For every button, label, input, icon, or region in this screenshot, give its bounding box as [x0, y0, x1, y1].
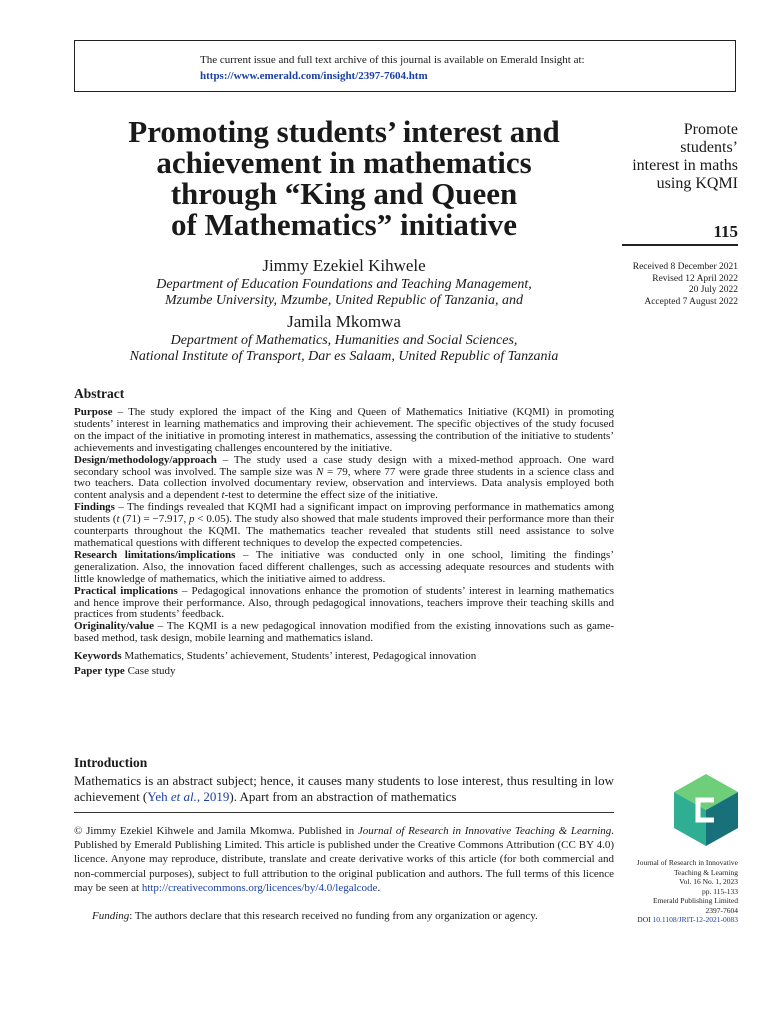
doi-label: DOI: [637, 915, 653, 924]
section-label: Keywords: [74, 650, 122, 663]
section-text: – The KQMI is a new pedagogical innovation modified from the existing innovations such as game-based method, task design, mobile learning and mathematics island.: [74, 620, 614, 645]
doi-link[interactable]: 10.1108/JRIT-12-2021-0083: [652, 915, 738, 924]
section-text: – The findings revealed that KQMI had a significant impact on improving performance in mathematics among students (: [74, 501, 614, 526]
introduction-section: [74, 755, 614, 805]
section-text: = 79, where 77 were grade three students in a science class and two teachers. Data collection involved documentary review, observation and interviews. Data analysis employed both content analysis and a dependent: [74, 465, 615, 502]
citation-link[interactable]: [147, 789, 229, 804]
abstract-design: [74, 455, 614, 503]
affiliation-line: Department of Education Foundations and Teaching Management,: [156, 277, 532, 292]
journal-info-line: Journal of Research in Innovative: [636, 858, 738, 867]
article-title: [74, 116, 614, 240]
section-text: Case study: [124, 665, 176, 678]
citation-etal: et al.: [170, 789, 197, 804]
running-title: [614, 121, 738, 193]
journal-info: [600, 858, 738, 925]
journal-info-line: pp. 115-133: [702, 886, 738, 896]
funding-statement: [74, 909, 614, 923]
citation-author: Yeh: [147, 789, 171, 804]
journal-info-line: Teaching & Learning: [673, 867, 738, 877]
title-line: achievement in mathematics: [156, 145, 532, 180]
sidebar-divider: [622, 244, 738, 246]
running-title-line: Promote: [683, 121, 738, 138]
title-line: Promoting students’ interest and: [128, 114, 560, 149]
section-label: Design/methodology/approach: [74, 453, 217, 466]
title-line: through “King and Queen: [170, 176, 518, 211]
section-text: (71) = −7.917,: [119, 513, 190, 526]
licence-link[interactable]: http://creativecommons.org/licences/by/4.0/legalcode: [141, 881, 378, 894]
copyright-notice: [74, 824, 614, 895]
page-number: 115: [713, 222, 738, 241]
introduction-text: [74, 773, 614, 805]
author-name: Jamila Mkomwa: [287, 312, 401, 331]
section-text: – The initiative was conducted only in one school, limiting the findings’ generalization. Also, the innovation faced different challenges, such as accessing adequate resources and students with little knowledge of mathematics, which the initiative aimed to address.: [74, 548, 614, 585]
copyright-text: © Jimmy Ezekiel Kihwele and Jamila Mkomwa. Published in: [74, 825, 358, 837]
running-title-line: using KQMI: [656, 175, 738, 192]
date-line: 20 July 2022: [688, 285, 738, 295]
paper-type: [74, 664, 614, 679]
author-affiliation: [74, 277, 614, 309]
title-line: of Mathematics” initiative: [170, 207, 518, 242]
body-text: Mathematics is an abstract subject; hence, it causes many students to lose interest, thus resulting in low achievement (: [74, 773, 614, 804]
running-title-line: students’: [680, 139, 738, 156]
section-label: Originality/value: [74, 620, 155, 633]
date-line: Revised 12 April 2022: [652, 273, 738, 284]
author-block-2: [74, 312, 614, 365]
section-text: < 0.05). The study also showed that male students improved their performance more than their counterparts throughout the KQMI. The mathematics teacher revealed that students still need assistance to solve mathematical questions with different techniques to develop the expected competencies.: [74, 513, 614, 549]
math-variable: t: [116, 513, 120, 526]
journal-info-line: Emerald Publishing Limited: [653, 896, 738, 905]
journal-info-line: 2397-7604: [705, 905, 738, 915]
affiliation-line: Department of Mathematics, Humanities and Social Sciences,: [170, 333, 518, 348]
author-block-1: [74, 256, 614, 309]
affiliation-line: National Institute of Transport, Dar es Salaam, United Republic of Tanzania: [129, 349, 559, 364]
funding-text: : The authors declare that this research received no funding from any organization or agency.: [129, 910, 538, 922]
copyright-text: . Published by Emerald Publishing Limited. This article is published under the Creative Commons Attribution (CC BY 4.0) licence. Anyone may reproduce, distribute, translate and create derivative works of this article (for both commercial and non-commercial purposes), subject to full attribution to the original publication and authors. The full terms of this licence may be seen at: [74, 825, 614, 894]
abstract-section: [74, 386, 614, 679]
journal-logo-icon: [674, 774, 738, 846]
section-text: – The study used a case study design with a mixed-method approach. One ward secondary school was involved. The sample size was: [74, 453, 614, 478]
running-title-line: interest in maths: [632, 157, 738, 174]
abstract-purpose: [74, 407, 614, 455]
abstract-heading: Abstract: [74, 386, 125, 401]
section-text: Mathematics, Students’ achievement, Students’ interest, Pedagogical innovation: [121, 650, 477, 663]
section-label: Findings: [74, 501, 115, 514]
section-label: Practical implications: [74, 584, 178, 597]
archive-notice-box: [74, 40, 736, 92]
math-variable: N: [316, 465, 324, 478]
journal-archive-link[interactable]: https://www.emerald.com/insight/2397-7604.htm: [200, 70, 428, 82]
affiliation-line: Mzumbe University, Mzumbe, United Republic of Tanzania, and: [164, 293, 523, 308]
journal-name: Journal of Research in Innovative Teaching & Learning: [357, 825, 612, 837]
abstract-limitations: [74, 550, 614, 586]
funding-label: Funding: [92, 910, 130, 922]
abstract-originality: [74, 621, 614, 645]
math-variable: p: [189, 513, 195, 526]
math-variable: t: [221, 489, 225, 502]
date-line: Accepted 7 August 2022: [644, 296, 738, 307]
introduction-heading: Introduction: [74, 755, 148, 770]
author-affiliation: [74, 333, 614, 365]
journal-info-line: Vol. 16 No. 1, 2023: [679, 877, 738, 886]
submission-dates: [600, 262, 738, 308]
author-name: Jimmy Ezekiel Kihwele: [262, 256, 426, 275]
date-line: Received 8 December 2021: [632, 262, 738, 272]
footnote-divider: [74, 812, 614, 813]
section-text: – Pedagogical innovations enhance the promotion of students’ interest in learning mathematics and hence improve their performance. Also, through pedagogical innovations, teachers improve their teaching skills and practices from students’ feedback.: [74, 584, 615, 621]
section-text: – The study explored the impact of the King and Queen of Mathematics Initiative (KQMI) in promoting students’ interest in learning mathematics and improving their achievement. The specific objectives of the study focused on the impact of the initiative in promoting interest in mathematics, assessing the contribution of the initiative to students’ achievements and investigating challenges encountered by the initiative.: [74, 406, 614, 454]
section-label: Purpose: [74, 406, 113, 418]
keywords: [74, 649, 614, 664]
citation-year: , 2019: [196, 789, 230, 804]
abstract-practical: [74, 586, 614, 622]
copyright-text: .: [377, 881, 381, 894]
section-label: Paper type: [74, 665, 125, 678]
archive-notice-text: The current issue and full text archive of this journal is available on Emerald Insight at:: [200, 54, 585, 66]
abstract-findings: [74, 502, 614, 550]
body-text: ). Apart from an abstraction of mathematics: [229, 789, 457, 804]
section-text: -test to determine the effect size of the initiative.: [224, 489, 438, 502]
section-label: Research limitations/implications: [74, 548, 236, 561]
